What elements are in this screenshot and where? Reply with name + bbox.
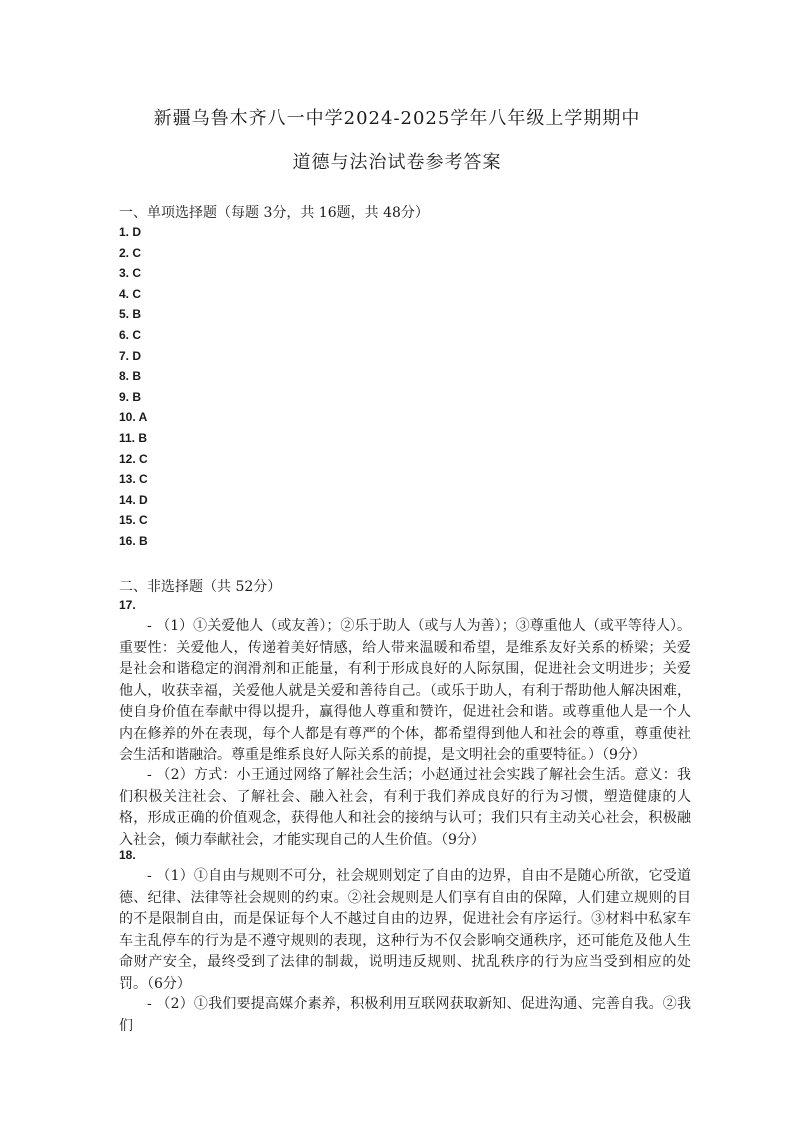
section2-heading: 二、非选择题（共 52分） — [119, 579, 282, 595]
question-17-number: 17. — [119, 598, 136, 612]
answer-item: 16. B — [119, 533, 148, 548]
answer-list — [119, 222, 148, 552]
answer-item: 2. C — [119, 245, 142, 260]
answer-item: 7. D — [119, 348, 142, 363]
answer-item: 11. B — [119, 430, 148, 445]
question-17-part2-answer: - （2）方式：小王通过网络了解社会生活；小赵通过社会实践了解社会生活。意义：我们积极关注社会、了解社会、融入社会，有利于我们养成良好的行为习惯，塑造健康的人格，形成正确的价值观念，获得他人和社会的接纳与认可；我们只有主动关心社会，积极融入社会，倾力奉献社会，才能实现自己的人生价值。（9分） — [119, 767, 691, 848]
answer-item: 13. C — [119, 472, 148, 487]
document-title-line1: 新疆乌鲁木齐八一中学2024-2025学年八年级上学期期中 — [153, 108, 641, 129]
answer-item: 1. D — [119, 225, 142, 239]
answer-item: 10. A — [119, 410, 148, 425]
section1-heading: 一、单项选择题（每题 3分，共 16题，共 48分） — [119, 205, 429, 221]
question-18-number: 18. — [119, 848, 136, 862]
document-title-line2: 道德与法治试卷参考答案 — [292, 152, 502, 173]
answer-item: 3. C — [119, 266, 142, 281]
answer-item: 5. B — [119, 307, 142, 322]
answer-item: 8. B — [119, 369, 142, 384]
question-17-part1-answer: - （1）①关爱他人（或友善）；②乐于助人（或与人为善）；③尊重他人（或平等待人）。重要性：关爱他人，传递着美好情感，给人带来温暖和希望，是维系友好关系的桥梁；关爱是社会和谐稳定的润滑剂和正能量，有利于形成良好的人际氛围，促进社会文明进步；关爱他人，收获幸福，关爱他人就是关爱和善待自己。（或乐于助人，有利于帮助他人解决困难，使自身价值在奉献中得以提升，赢得他人尊重和赞许，促进社会和谐。或尊重他人是一个人内在修养的外在表现，每个人都是有尊严的个体，都希望得到他人和社会的尊重，尊重使社会生活和谐融洽。尊重是维系良好人际关系的前提，是文明社会的重要特征。）（9分） — [119, 618, 691, 763]
answer-item: 14. D — [119, 492, 148, 507]
question-18-part2-answer: - （2）①我们要提高媒介素养，积极利用互联网获取新知、促进沟通、完善自我。②我们 — [119, 996, 691, 1034]
answer-item: 4. C — [119, 286, 142, 301]
answer-item: 15. C — [119, 513, 148, 528]
question-18-part1-answer: - （1）①自由与规则不可分，社会规则划定了自由的边界，自由不是随心所欲，它受道德、纪律、法律等社会规则的约束。②社会规则是人们享有自由的保障，人们建立规则的目的不是限制自由，而是保证每个人不越过自由的边界，促进社会有序运行。③材料中私家车车主乱停车的行为是不遵守规则的表现，这种行为不仅会影响交通秩序，还可能危及他人生命财产安全，最终受到了法律的制裁，说明违反规则、扰乱秩序的行为应当受到相应的处罚。（6分） — [119, 868, 691, 992]
answer-item: 6. C — [119, 327, 142, 342]
answer-item: 9. B — [119, 389, 142, 404]
answer-item: 12. C — [119, 451, 148, 466]
